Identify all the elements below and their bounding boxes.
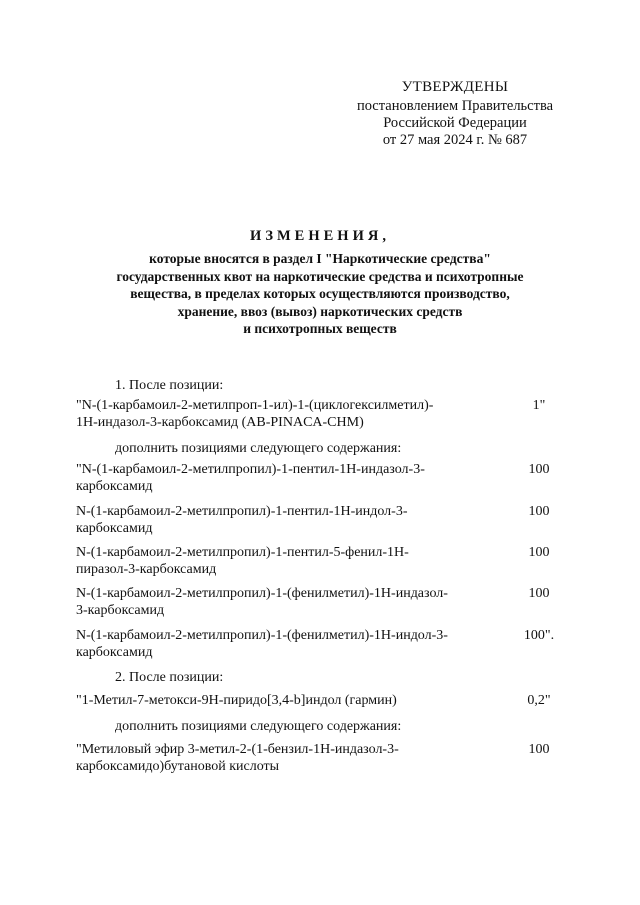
subtitle-line: которые вносятся в раздел I "Наркотические средства" bbox=[149, 251, 491, 266]
section-heading: 1. После позиции: bbox=[115, 378, 224, 393]
subtitle-line: и психотропных веществ bbox=[243, 321, 397, 336]
substance-name-line: "N-(1-карбамоил-2-метилпропил)-1-пентил-1Н-индазол-3- bbox=[76, 462, 425, 477]
substance-name-line: 1Н-индазол-3-карбоксамид (AB-PINACA-CHM) bbox=[76, 415, 364, 430]
section-heading: 2. После позиции: bbox=[115, 670, 224, 685]
quota-value: 100 bbox=[528, 504, 550, 519]
substance-name-line: N-(1-карбамоил-2-метилпропил)-1-пентил-5-фенил-1Н- bbox=[76, 545, 409, 560]
substance-entry bbox=[76, 544, 550, 578]
substance-name-line: пиразол-3-карбоксамид bbox=[76, 562, 217, 577]
supplement-text: дополнить позициями следующего содержания: bbox=[115, 441, 402, 456]
reference-position bbox=[76, 692, 551, 709]
approval-heading: УТВЕРЖДЕНЫ bbox=[401, 79, 509, 95]
document-title: ИЗМЕНЕНИЯ, bbox=[250, 228, 390, 244]
subtitle-line: хранение, ввоз (вывоз) наркотических средств bbox=[177, 303, 463, 319]
substance-entry bbox=[76, 461, 550, 495]
substance-entry bbox=[76, 741, 550, 775]
quota-value: 100 bbox=[528, 462, 550, 477]
subtitle-line: вещества, в пределах которых осуществляются производство, bbox=[130, 286, 510, 301]
approval-line: постановлением Правительства bbox=[356, 98, 554, 114]
substance-name-line: карбоксамидо)бутановой кислоты bbox=[76, 759, 280, 774]
substance-name-line: карбоксамид bbox=[76, 479, 153, 494]
substance-name-line: карбоксамид bbox=[76, 645, 153, 660]
subtitle-line: государственных квот на наркотические средства и психотропные bbox=[116, 268, 524, 284]
quota-value: 1" bbox=[532, 398, 546, 413]
quota-value: 0,2" bbox=[527, 693, 551, 708]
reference-position bbox=[76, 397, 546, 431]
substance-name-line: "1-Метил-7-метокси-9Н-пиридо[3,4-b]индол (гармин) bbox=[76, 693, 397, 708]
substance-name-line: "N-(1-карбамоил-2-метилпроп-1-ил)-1-(циклогексилметил)- bbox=[76, 398, 434, 413]
quota-value: 100". bbox=[523, 628, 555, 643]
substance-name-line: карбоксамид bbox=[76, 521, 153, 536]
quota-value: 100 bbox=[528, 545, 550, 560]
substance-entry bbox=[76, 627, 555, 661]
substance-entry bbox=[76, 503, 550, 537]
approval-line: Российской Федерации bbox=[383, 115, 527, 131]
approval-line: от 27 мая 2024 г. № 687 bbox=[382, 132, 528, 148]
quota-value: 100 bbox=[528, 586, 550, 601]
substance-name-line: N-(1-карбамоил-2-метилпропил)-1-пентил-1Н-индол-3- bbox=[76, 504, 408, 519]
substance-entry bbox=[76, 585, 550, 619]
substance-name-line: 3-карбоксамид bbox=[76, 603, 165, 618]
substance-name-line: N-(1-карбамоил-2-метилпропил)-1-(фенилметил)-1Н-индазол- bbox=[76, 586, 448, 601]
substance-name-line: N-(1-карбамоил-2-метилпропил)-1-(фенилметил)-1Н-индол-3- bbox=[76, 628, 448, 643]
substance-name-line: "Метиловый эфир 3-метил-2-(1-бензил-1Н-индазол-3- bbox=[76, 742, 399, 757]
supplement-text: дополнить позициями следующего содержания: bbox=[115, 719, 402, 734]
quota-value: 100 bbox=[528, 742, 550, 757]
